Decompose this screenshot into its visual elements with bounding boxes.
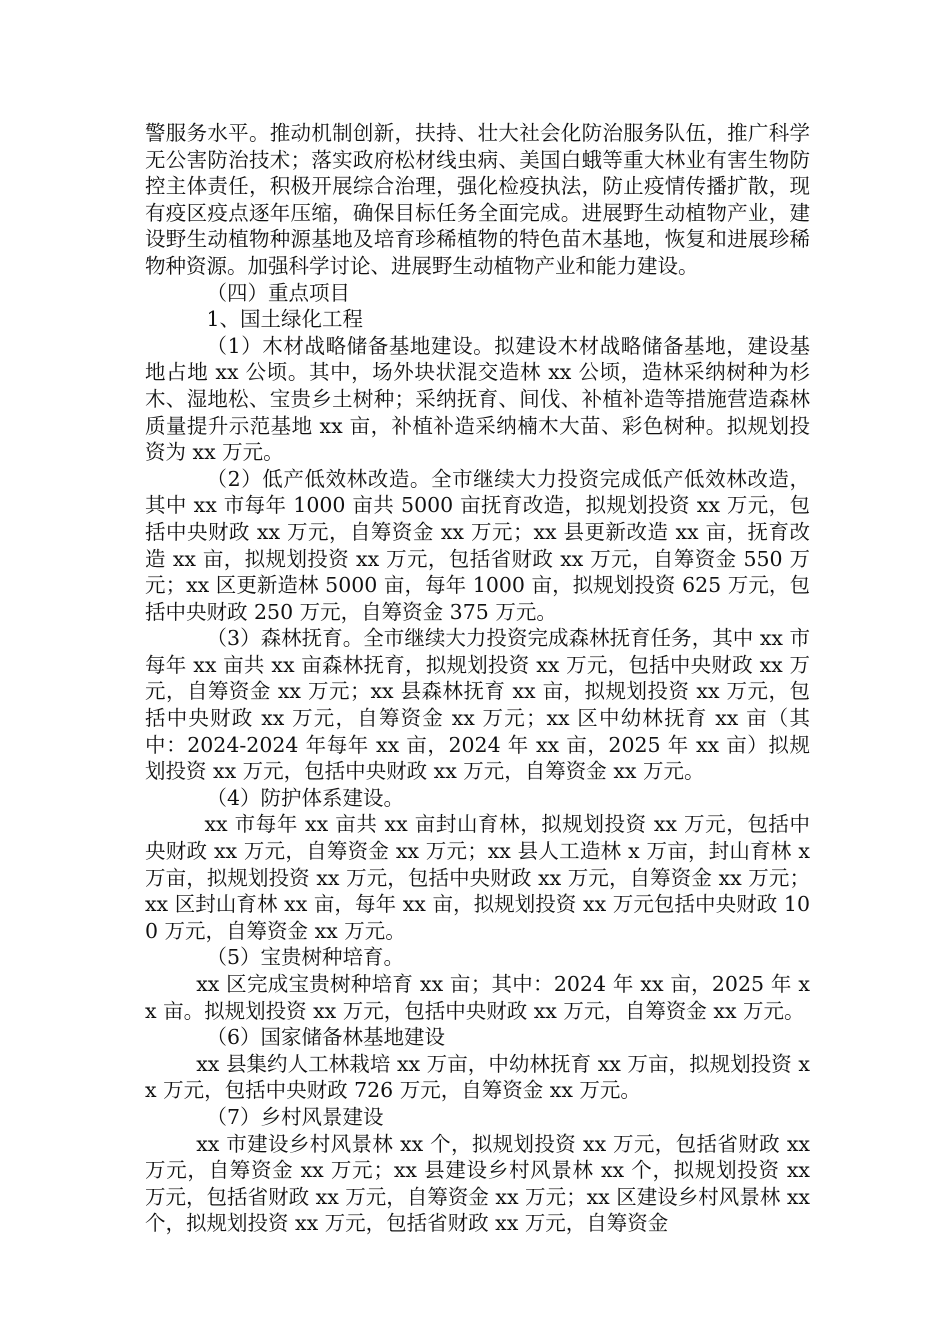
item-heading-national-reserve: （6）国家储备林基地建设 bbox=[206, 1025, 446, 1050]
paragraph-timber-reserve: （1）木材战略储备基地建设。拟建设木材战略储备基地，建设基地占地 xx 公顷。其中，场外块状混交造林 xx 公顷，造林采纳树种为杉木、湿地松、宝贵乡土树种；采纳抚育、间伐、补植补造等措施营造森林质量提升示范基地 xx 亩，补植补造采纳楠木大苗、彩色树种。拟规划投资为 xx 万元。 bbox=[145, 333, 810, 465]
item-heading-protection-system: （4）防护体系建设。 bbox=[206, 785, 405, 810]
item-heading-precious-species: （5）宝贵树种培育。 bbox=[206, 945, 405, 970]
paragraph-rural-scenery: xx 市建设乡村风景林 xx 个，拟规划投资 xx 万元，包括省财政 xx 万元，自筹资金 xx 万元；xx 县建设乡村风景林 xx 个，拟规划投资 xx 万元，包括省财政 xx 万元，自筹资金 xx 万元；xx 区建设乡村风景林 xx 个，拟规划投资 xx 万元，包括省财政 xx 万元，自筹资金 bbox=[145, 1131, 810, 1236]
item-heading-rural-scenery: （7）乡村风景建设 bbox=[206, 1104, 384, 1129]
document-body bbox=[145, 120, 810, 1237]
paragraph-protection-system: xx 市每年 xx 亩共 xx 亩封山育林，拟规划投资 xx 万元，包括中央财政 xx 万元，自筹资金 xx 万元；xx 县人工造林 x 万亩，封山育林 x 万亩，拟规划投资 xx 万元，包括中央财政 xx 万元，自筹资金 xx 万元；xx 区封山育林 xx 亩，每年 xx 亩，拟规划投资 xx 万元包括中央财政 100 万元，自筹资金 xx 万元。 bbox=[145, 812, 810, 943]
section-heading-key-projects: （四）重点项目 bbox=[206, 280, 350, 305]
paragraph-forest-tending: （3）森林抚育。全市继续大力投资完成森林抚育任务，其中 xx 市每年 xx 亩共 xx 亩森林抚育，拟规划投资 xx 万元，包括中央财政 xx 万元，自筹资金 xx 万元；xx 县森林抚育 xx 亩，拟规划投资 xx 万元，包括中央财政 xx 万元，自筹资金 xx 万元；xx 区中幼林抚育 xx 亩（其中：2024-2024 年每年 xx 亩，2024 年 xx 亩，2025 年 xx 亩）拟规划投资 xx 万元，包括中央财政 xx 万元，自筹资金 xx 万元。 bbox=[145, 626, 810, 784]
subsection-heading-greening: 1、国土绿化工程 bbox=[206, 307, 364, 332]
paragraph-low-yield-forest: （2）低产低效林改造。全市继续大力投资完成低产低效林改造，其中 xx 市每年 1000 亩共 5000 亩抚育改造，拟规划投资 xx 万元，包括中央财政 xx 万元，自筹资金 xx 万元；xx 县更新改造 xx 亩，抚育改造 xx 亩，拟规划投资 xx 万元，包括省财政 xx 万元，自筹资金 550 万元；xx 区更新造林 5000 亩，每年 1000 亩，拟规划投资 625 万元，包括中央财政 250 万元，自筹资金 375 万元。 bbox=[145, 466, 810, 624]
paragraph-national-reserve: xx 县集约人工林栽培 xx 万亩，中幼林抚育 xx 万亩，拟规划投资 xx 万元，包括中央财政 726 万元，自筹资金 xx 万元。 bbox=[145, 1051, 810, 1103]
paragraph-pest-control: 警服务水平。推动机制创新，扶持、壮大社会化防治服务队伍，推广科学无公害防治技术；落实政府松材线虫病、美国白蛾等重大林业有害生物防控主体责任，积极开展综合治理，强化检疫执法，防止疫情传播扩散，现有疫区疫点逐年压缩，确保目标任务全面完成。进展野生动植物产业，建设野生动植物种源基地及培育珍稀植物的特色苗木基地，恢复和进展珍稀物种资源。加强科学讨论、进展野生动植物产业和能力建设。 bbox=[145, 121, 810, 278]
paragraph-precious-species: xx 区完成宝贵树种培育 xx 亩；其中：2024 年 xx 亩，2025 年 xx 亩。拟规划投资 xx 万元，包括中央财政 xx 万元，自筹资金 xx 万元。 bbox=[145, 972, 810, 1023]
